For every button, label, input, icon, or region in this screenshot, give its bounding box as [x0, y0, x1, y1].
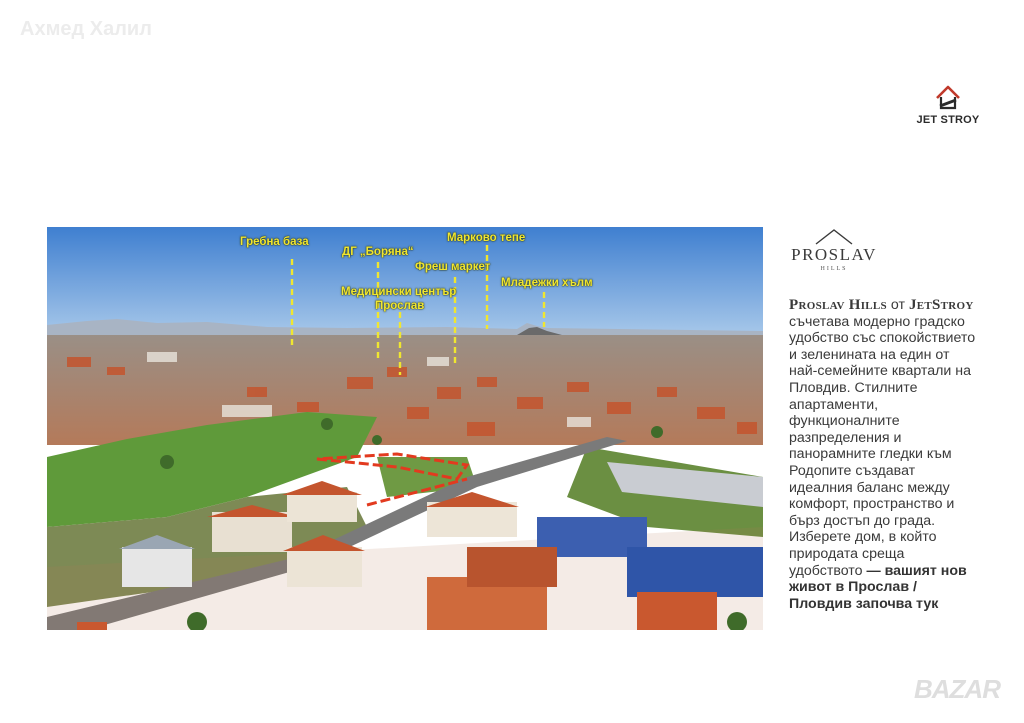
author-watermark: Ахмед Халил	[20, 18, 152, 40]
proslav-hills-brand: Proslav Hills	[789, 297, 887, 313]
desc-part-1: от	[886, 297, 909, 313]
label-medical-center: Медицински център	[341, 286, 457, 298]
jetstroy-logo	[912, 84, 984, 130]
description-text	[789, 297, 981, 612]
aerial-photo	[47, 227, 763, 630]
label-fresh-market: Фреш маркет	[415, 261, 491, 273]
label-proslav: Прослав	[375, 300, 425, 312]
desc-tagline: — вашият нов живот в Прослав / Пловдив започва тук	[789, 562, 967, 612]
bazar-watermark: BAZAR	[914, 674, 1000, 704]
label-dg-boryana: ДГ „Боряна“	[342, 246, 414, 258]
desc-part-2: съчетава модерно градско удобство със спокойствието и зеленината на един от най-семейните квартали на Пловдив. Стилните апартаменти, функционалните разпределения и панорамните гледки към Родопите създават идеалния баланс между комфорт, пространство и бърз достъп до града. Изберете дом, в който природата среща удобството	[789, 313, 976, 579]
label-markovo-tepe: Марково тепе	[447, 232, 526, 244]
label-mladezhki-halm: Младежки хълм	[501, 277, 593, 289]
proslav-hills-logo	[786, 228, 882, 278]
proslav-logo-sub: HILLS	[820, 266, 848, 272]
proslav-logo-name: PROSLAV	[791, 245, 877, 264]
house-logo-icon	[934, 84, 962, 112]
brand-name: JET STROY	[916, 114, 980, 126]
label-grebna-baza: Гребна база	[240, 236, 309, 248]
jetstroy-brand: JetStroy	[908, 297, 974, 313]
